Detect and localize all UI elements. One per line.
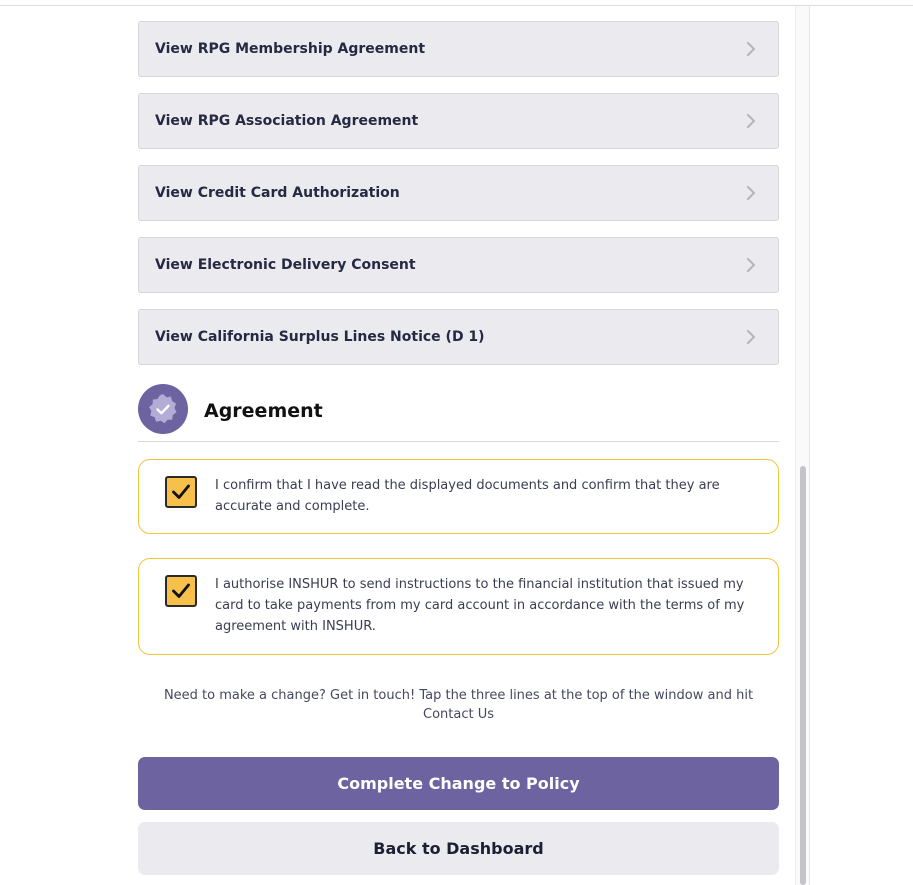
back-to-dashboard-button[interactable]: Back to Dashboard <box>138 822 779 875</box>
doc-row-label: View California Surplus Lines Notice (D 1) <box>155 329 485 345</box>
scrollbar[interactable] <box>795 6 809 885</box>
doc-row-rpg-membership-agreement[interactable] <box>138 21 779 77</box>
doc-row-electronic-delivery-consent[interactable] <box>138 237 779 293</box>
checkmark-icon <box>171 582 191 600</box>
agreement-title: Agreement <box>204 400 323 422</box>
verified-badge-icon <box>138 384 188 434</box>
agreement-section-header <box>138 384 779 442</box>
chevron-right-icon <box>746 186 758 200</box>
chevron-right-icon <box>746 42 758 56</box>
authorise-payment-checkbox[interactable] <box>165 575 197 607</box>
complete-change-button[interactable]: Complete Change to Policy <box>138 757 779 810</box>
chevron-right-icon <box>746 114 758 128</box>
doc-row-rpg-association-agreement[interactable] <box>138 93 779 149</box>
doc-row-credit-card-authorization[interactable] <box>138 165 779 221</box>
confirmation-payment-authorisation <box>138 558 779 655</box>
doc-row-california-surplus-lines-notice[interactable] <box>138 309 779 365</box>
scrollbar-thumb[interactable] <box>800 466 806 885</box>
doc-row-label: View Electronic Delivery Consent <box>155 257 416 273</box>
doc-row-label: View RPG Association Agreement <box>155 113 419 129</box>
doc-row-label: View Credit Card Authorization <box>155 185 400 201</box>
doc-row-label: View RPG Membership Agreement <box>155 41 426 57</box>
confirmation-documents-accurate <box>138 459 779 534</box>
top-divider <box>0 0 913 6</box>
confirmation-text: I confirm that I have read the displayed documents and confirm that they are accurate and complete. <box>215 478 720 514</box>
chevron-right-icon <box>746 330 758 344</box>
confirmation-text: I authorise INSHUR to send instructions to the financial institution that issued my card to take payments from my card account in accordance with the terms of my agreement with INSHUR. <box>215 577 745 634</box>
chevron-right-icon <box>746 258 758 272</box>
confirm-documents-checkbox[interactable] <box>165 476 197 508</box>
content-frame-edge <box>809 6 810 885</box>
checkmark-icon <box>171 483 191 501</box>
contact-help-text: Need to make a change? Get in touch! Tap the three lines at the top of the window and hit Contact Us <box>163 688 754 722</box>
